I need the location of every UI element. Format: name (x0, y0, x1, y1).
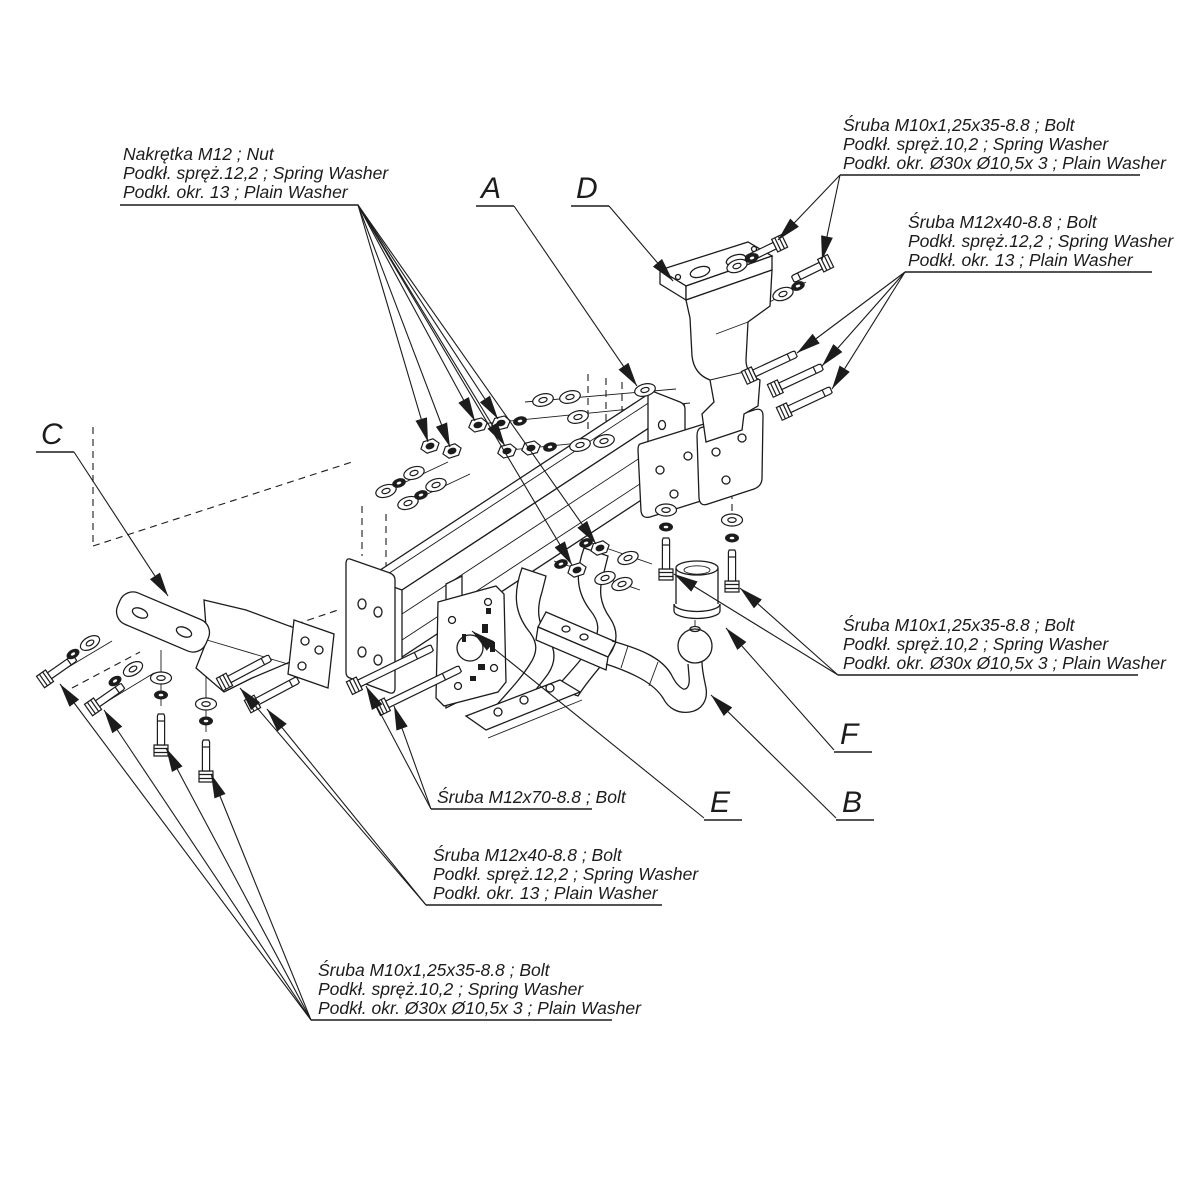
part-letter-d: D (576, 172, 598, 205)
callout-line: Śruba M12x70-8.8 ; Bolt (437, 787, 626, 807)
callout-line: Podkł. spręż.10,2 ; Spring Washer (843, 634, 1109, 654)
callout-line: Podkł. spręż.10,2 ; Spring Washer (318, 979, 584, 999)
callout-line: Śruba M10x1,25x35-8.8 ; Bolt (843, 615, 1075, 635)
callout-bolt-m10-top-right (843, 114, 1167, 173)
callout-bolt-m12x40-right (908, 211, 1174, 270)
ball-cover-cap (674, 561, 720, 619)
part-letter-b: B (842, 786, 863, 819)
callout-line: Śruba M12x40-8.8 ; Bolt (908, 212, 1097, 232)
part-letter-c: C (41, 418, 63, 451)
callout-line: Śruba M10x1,25x35-8.8 ; Bolt (318, 960, 550, 980)
callout-line: Nakrętka M12 ; Nut (123, 144, 274, 164)
callout-line: Podkł. okr. Ø30x Ø10,5x 3 ; Plain Washer (318, 998, 641, 1018)
callout-line: Podkł. spręż.12,2 ; Spring Washer (433, 864, 699, 884)
callout-line: Śruba M12x40-8.8 ; Bolt (433, 845, 622, 865)
callout-line: Podkł. okr. 13 ; Plain Washer (908, 250, 1133, 270)
callout-bolt-m12x70 (437, 786, 627, 807)
callout-line: Podkł. spręż.12,2 ; Spring Washer (908, 231, 1174, 251)
callout-line: Podkł. okr. 13 ; Plain Washer (123, 182, 348, 202)
callout-bolt-m10-mid-right (843, 614, 1167, 673)
socket-plate (436, 576, 506, 708)
part-letter-f: F (840, 718, 859, 751)
callout-bolt-m10-bottom-left (318, 959, 642, 1018)
callout-line: Podkł. okr. Ø30x Ø10,5x 3 ; Plain Washer (843, 153, 1166, 173)
tow-ball (678, 629, 712, 663)
part-letter-a: A (481, 172, 502, 205)
callout-line: Podkł. spręż.12,2 ; Spring Washer (123, 163, 389, 183)
callout-nut-m12 (123, 144, 389, 202)
callout-line: Podkł. okr. Ø30x Ø10,5x 3 ; Plain Washer (843, 653, 1166, 673)
callout-bolt-m12x40-bottom (433, 844, 699, 903)
callout-line: Podkł. okr. 13 ; Plain Washer (433, 883, 658, 903)
callout-line: Podkł. spręż.10,2 ; Spring Washer (843, 134, 1109, 154)
callout-line: Śruba M10x1,25x35-8.8 ; Bolt (843, 115, 1075, 135)
part-letter-e: E (710, 786, 731, 819)
